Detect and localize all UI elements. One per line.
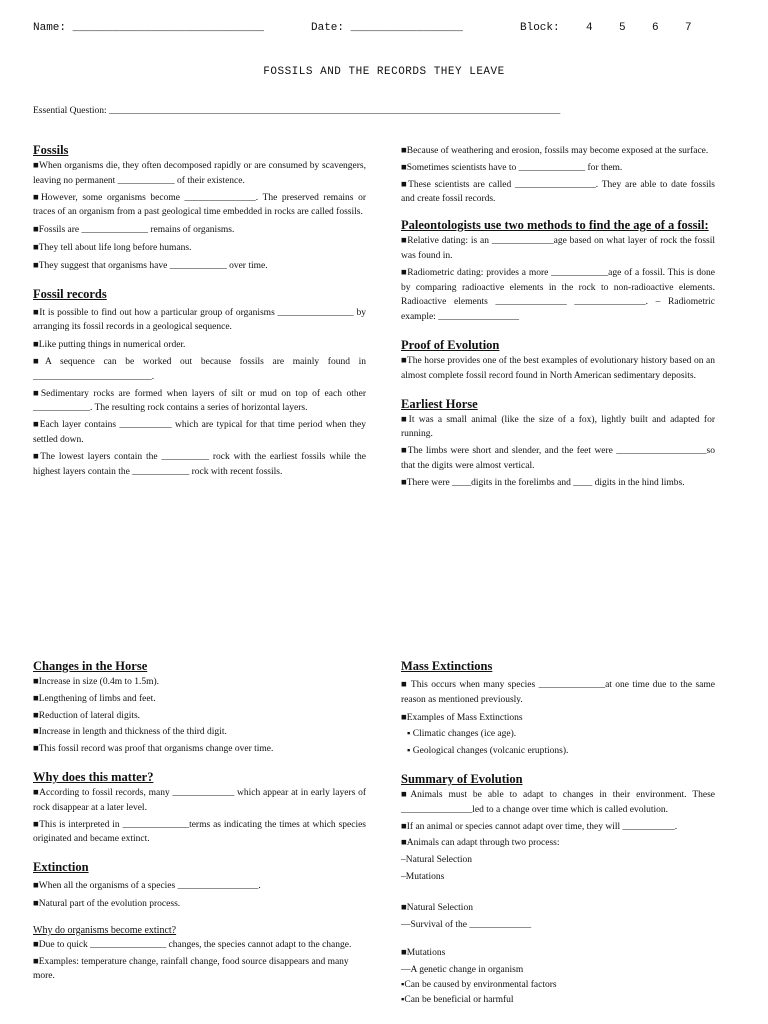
intro-item-3: ■These scientists are called _________________. They are able to date fossils and create fossil records. (401, 179, 715, 205)
mass-item-3: ▪ Climatic changes (ice age). (407, 729, 517, 740)
horse-item-2: ■The limbs were short and slender, and the feet were ___________________so that the digits were almost vertical. (401, 446, 715, 471)
changes-item-5: ■This fossil record was proof that organisms change over time. (33, 744, 274, 755)
records-item-4: ■Sedimentary rocks are formed when layers of silt or mud on top of each other ____________. The resulting rock contains a series of horizontal layers. (33, 388, 366, 414)
changes-item-2: ■Lengthening of limbs and feet. (33, 693, 156, 704)
extinction-item-1: ■When all the organisms of a species _________________. (33, 881, 261, 892)
page-title: FOSSILS AND THE RECORDS THEY LEAVE (263, 66, 505, 78)
records-item-6: ■The lowest layers contain the __________ rock with the earliest fossils while the highest layers contain the ____________ rock with recent fossils. (33, 451, 366, 477)
mutations-item-1: ■Mutations (401, 948, 446, 959)
date-field: Date: _________________ (311, 22, 463, 34)
proof-heading: Proof of Evolution (401, 337, 500, 352)
changes-heading: Changes in the Horse (33, 659, 148, 673)
extinction-item-2: ■Natural part of the evolution process. (33, 898, 181, 909)
records-item-1: ■It is possible to find out how a particular group of organisms ________________ by arranging its fossil records in a geological sequence. (33, 307, 366, 333)
why-matter-heading: Why does this matter? (33, 769, 154, 784)
fossils-item-1: ■When organisms die, they often decomposed rapidly or are consumed by scavengers, leaving no permanent ____________ of their existence. (33, 161, 366, 186)
horse-item-1: ■It was a small animal (like the size of a fox), lightly built and adapted for running. (401, 414, 715, 440)
mass-item-4: ▪ Geological changes (volcanic eruptions). (407, 746, 569, 757)
mutations-item-3: ▪Can be caused by environmental factors (401, 979, 557, 990)
essential-question: Essential Question: _______________________________________________________________________________________________ (33, 106, 561, 116)
header-row (33, 22, 692, 70)
summary-item-3: ■Animals can adapt through two process: (401, 838, 560, 849)
changes-item-4: ■Increase in length and thickness of the third digit. (33, 727, 227, 738)
why-item-1: ■Due to quick ________________ changes, the species cannot adapt to the change. (33, 939, 352, 950)
horse-changes-column (33, 658, 366, 986)
mutations-item-2: —A genetic change in organism (401, 965, 524, 976)
why-extinct-heading: Why do organisms become extinct? (33, 924, 177, 936)
mass-item-2: ■Examples of Mass Extinctions (401, 712, 523, 723)
changes-item-3: ■Reduction of lateral digits. (33, 710, 141, 721)
fossils-heading: Fossils (33, 143, 69, 157)
intro-item-1: ■Because of weathering and erosion, fossils may become exposed at the surface. (401, 146, 709, 156)
fossils-column (33, 142, 366, 481)
why-item-2: ■Examples: temperature change, rainfall change, food source disappears and many more. (33, 956, 349, 982)
methods-item-2: ■Radiometric dating: provides a more ____________age of a fossil. This is done by comparing radioactive elements in the rock to non-radioactive elements. Radioactive elements _______________ _______________. – Radiometric example: _________________ (401, 267, 715, 323)
extinction-heading: Extinction (33, 860, 89, 875)
fossils-item-3: ■Fossils are ______________ remains of organisms. (33, 225, 235, 236)
records-item-5: ■Each layer contains ___________ which are typical for that time period when they settled down. (33, 420, 366, 445)
natural-selection-item-2: —Survival of the _____________ (401, 919, 532, 930)
records-item-2: ■Like putting things in numerical order. (33, 340, 186, 351)
mass-extinctions-column (401, 658, 715, 1008)
summary-item-1: ■Animals must be able to adapt to changes in their environment. These _______________led to a change over time which is called evolution. (401, 789, 715, 815)
proof-item-1: ■The horse provides one of the best examples of evolutionary history based on an almost complete fossil record found in North American sedimentary deposits. (401, 355, 715, 381)
summary-item-4: –Natural Selection (401, 855, 472, 866)
fossil-records-heading: Fossil records (33, 286, 107, 301)
summary-item-5: –Mutations (401, 871, 445, 882)
summary-heading: Summary of Evolution (401, 771, 523, 786)
intro-item-2: ■Sometimes scientists have to ______________ for them. (401, 162, 623, 173)
fossils-item-2: ■However, some organisms become _______________. The preserved remains or traces of an organism from a past geological time embedded in rocks are called fossils. (33, 192, 366, 218)
horse-item-3: ■There were ____digits in the forelimbs and ____ digits in the hind limbs. (401, 477, 685, 488)
natural-selection-item-1: ■Natural Selection (401, 902, 473, 913)
fossils-item-4: ■They tell about life long before humans. (33, 242, 192, 253)
name-field: Name: _____________________________ (33, 22, 265, 34)
changes-item-1: ■Increase in size (0.4m to 1.5m). (33, 677, 160, 687)
mutations-item-4: ▪Can be beneficial or harmful (401, 994, 514, 1005)
earliest-horse-heading: Earliest Horse (401, 396, 478, 411)
summary-item-2: ■If an animal or species cannot adapt over time, they will ___________. (401, 821, 678, 832)
fossils-item-5: ■They suggest that organisms have ____________ over time. (33, 260, 268, 271)
matter-item-2: ■This is interpreted in ______________terms as indicating the times at which species originated and became extinct. (33, 819, 366, 845)
records-item-3: ■A sequence can be worked out because fossils are mainly found in _________________________. (33, 356, 366, 382)
block-field: Block: 4 5 6 7 (520, 22, 692, 34)
matter-item-1: ■According to fossil records, many _____________ which appear at in early layers of rock disappear at a later level. (33, 787, 366, 813)
methods-item-1: ■Relative dating: is an _____________age based on what layer of rock the fossil was found in. (401, 236, 715, 261)
mass-extinctions-heading: Mass Extinctions (401, 659, 493, 673)
methods-heading: Paleontologists use two methods to find the age of a fossil: (401, 218, 709, 233)
mass-item-1: ■ This occurs when many species ______________at one time due to the same reason as mentioned previously. (401, 680, 715, 705)
paleontology-column (401, 144, 715, 493)
